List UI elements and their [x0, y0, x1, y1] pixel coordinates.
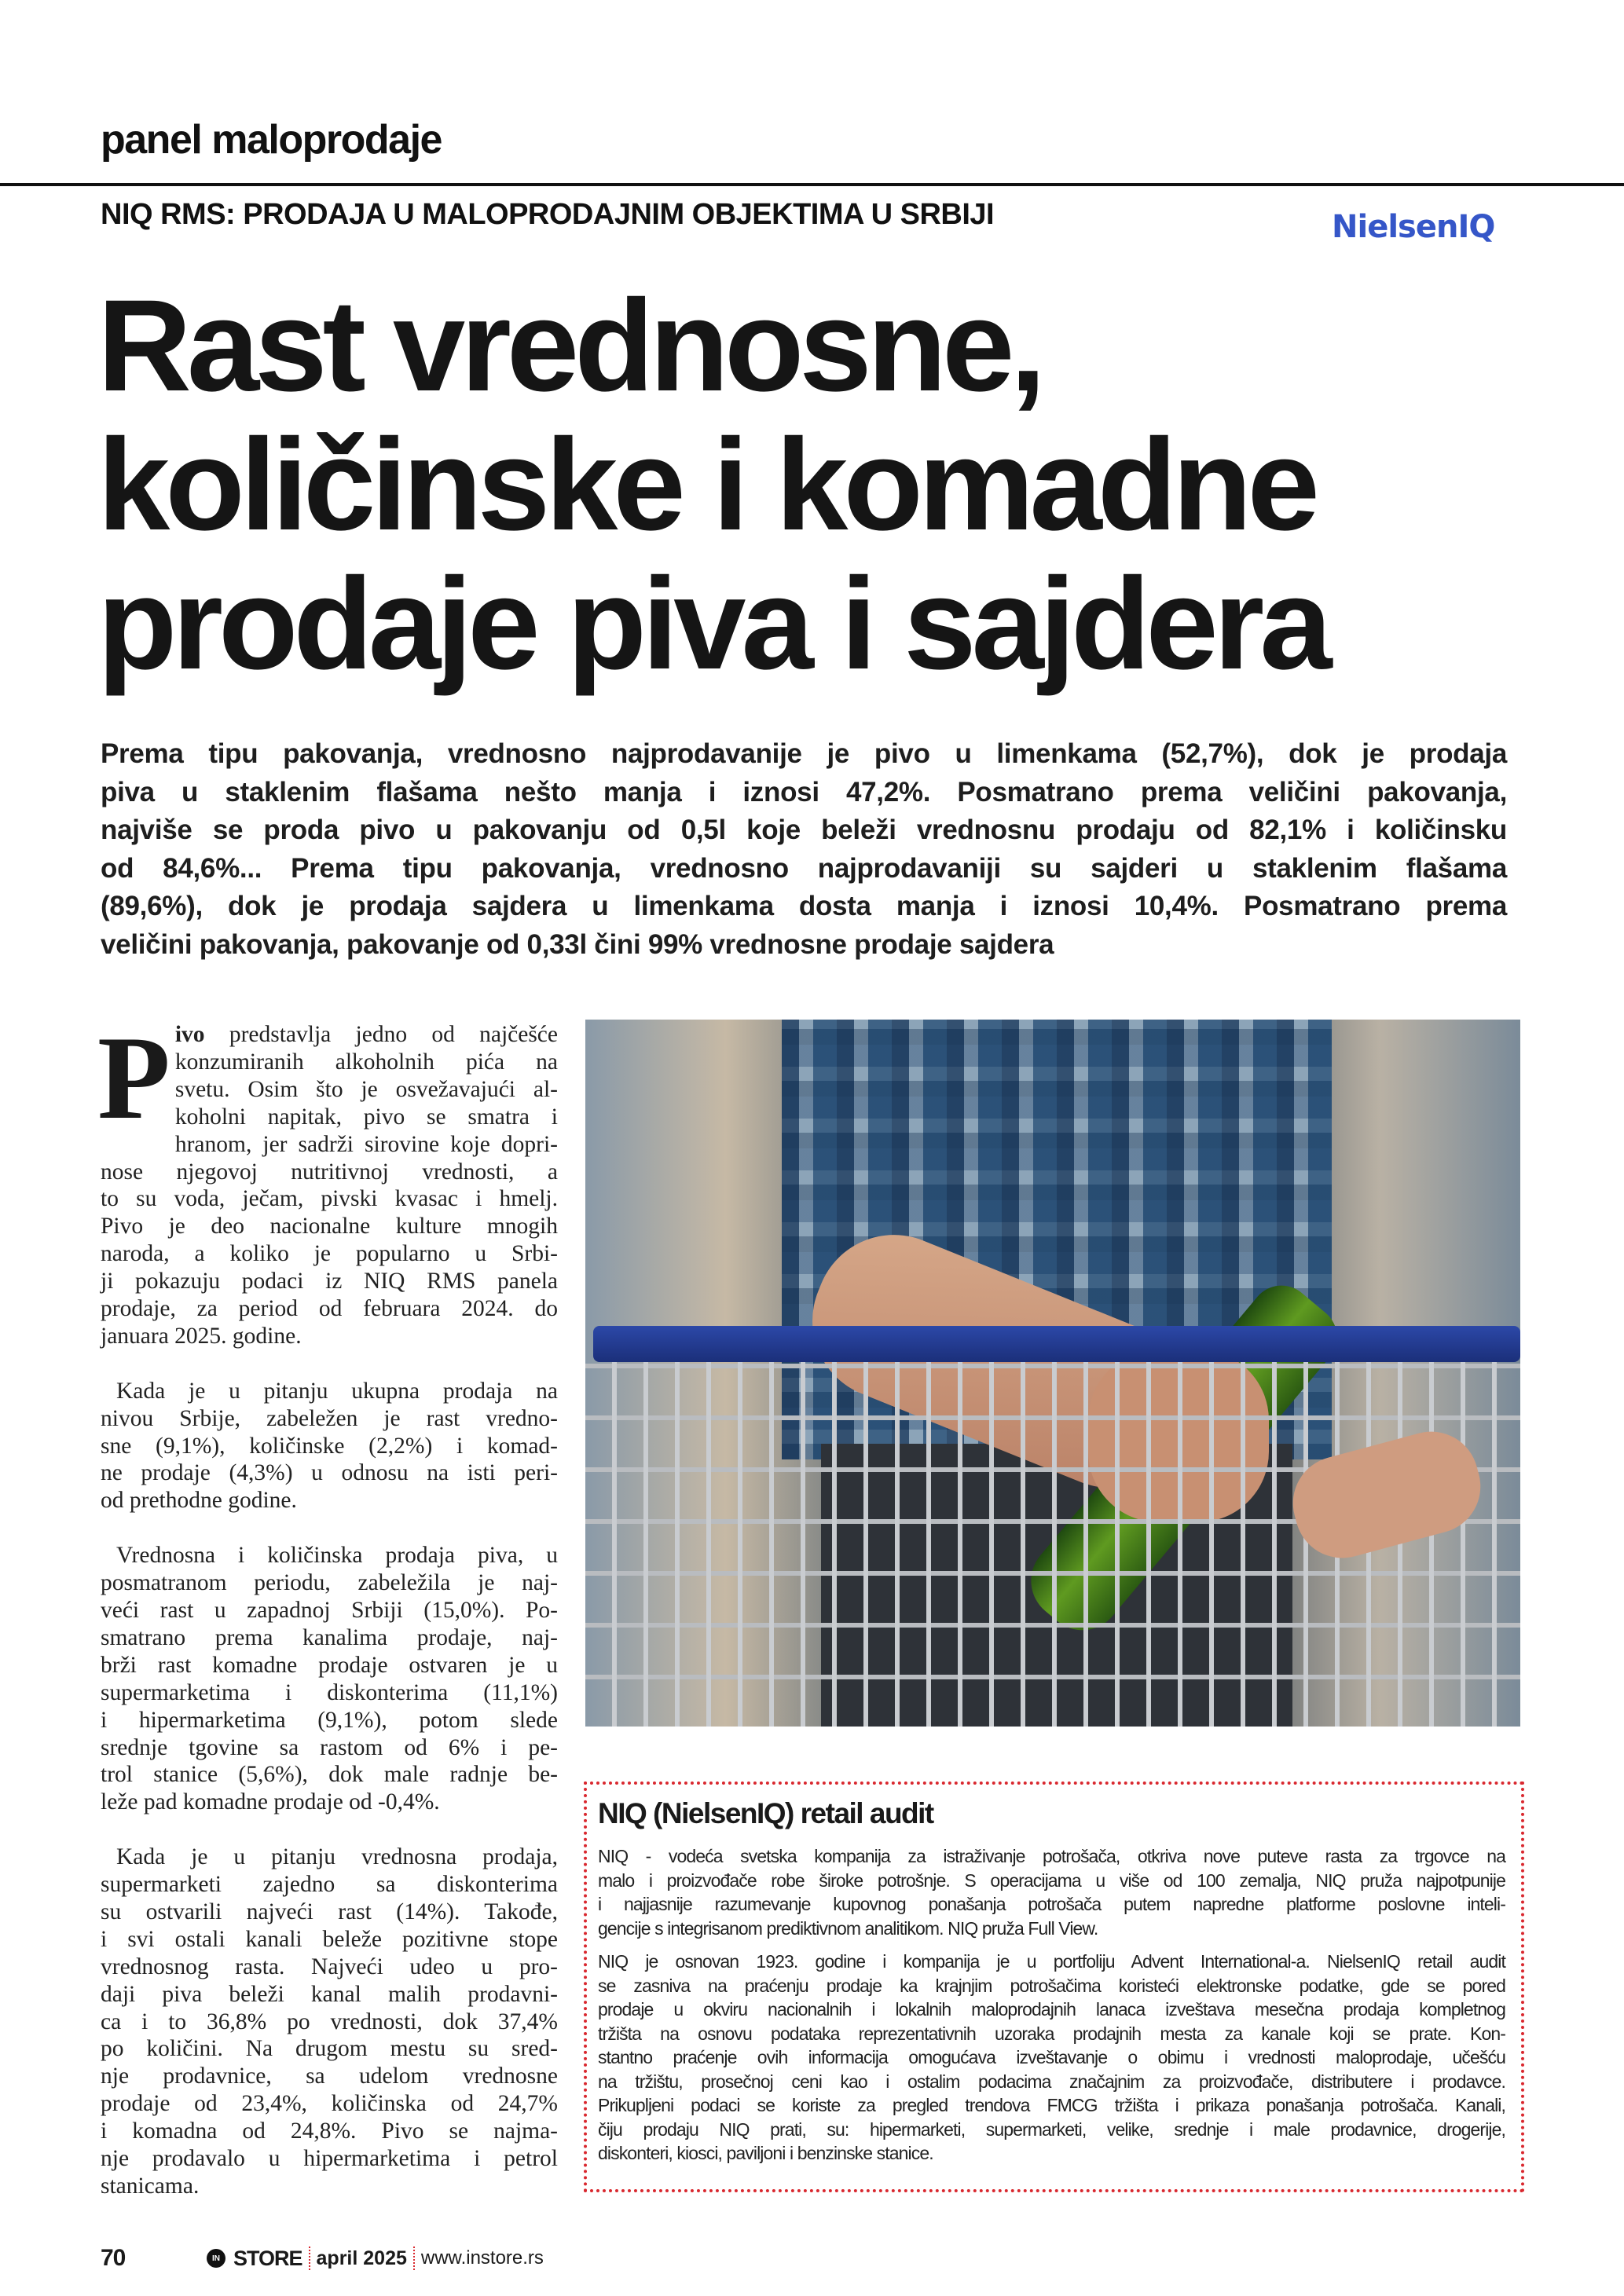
- body-line: i svi ostali kanali beleže pozitivne stope: [101, 1926, 558, 1952]
- lead-line: veličini pakovanja, pakovanje od 0,33l čini 99% vrednosne prodaje sajdera: [101, 928, 1054, 960]
- info-box-line: na tržištu, prosečnoj ceni kao i ostalim podacima značajnim za proizvođače, distributere i prodavce.: [598, 2071, 1505, 2092]
- instore-logo-icon: IN: [207, 2249, 225, 2268]
- info-box-paragraph: [598, 1950, 1505, 2166]
- body-line: ne prodaje (4,3%) u odnosu na isti peri-: [101, 1460, 558, 1486]
- header-rule: [0, 183, 1624, 186]
- lead-line: najviše se proda pivo u pakovanju od 0,5l koje beleži vrednosnu prodaju od 82,1% i količinsku: [101, 815, 1507, 845]
- body-line-text: predstavlja jedno od najčešće: [204, 1022, 558, 1047]
- body-line: sne (9,1%), količinske (2,2%) i komad-: [101, 1433, 558, 1459]
- body-line: posmatranom periodu, zabeležila je naj-: [101, 1570, 558, 1596]
- body-line: ca i to 36,8% po vrednosti, dok 37,4%: [101, 2009, 558, 2034]
- body-line: nje prodavnice, sa udelom vrednosne: [101, 2063, 558, 2089]
- info-box-line: tržišta na osnovu podataka reprezentativnih uzoraka prodajnih mesta za kanale koji se prate. Kon-: [598, 2023, 1505, 2044]
- body-line: prodaje, za period od februara 2024. do: [101, 1296, 558, 1322]
- lead-line: piva u staklenim flašama nešto manja i iznosi 47,2%. Posmatrano prema veličini pakovanja,: [101, 776, 1507, 807]
- body-line: smatrano prema kanalima prodaje, naj-: [101, 1624, 558, 1650]
- body-line: nje prodavalo u hipermarketima i petrol: [101, 2146, 558, 2172]
- issue-date: april 2025: [316, 2247, 407, 2269]
- info-box-line: stantno praćenje ovih informacija omogućava izveštavanje o obimu i vrednosti maloprodaje, učešću: [598, 2047, 1505, 2067]
- body-line: Kada je u pitanju vrednosna prodaja,: [116, 1844, 558, 1870]
- lead-paragraph: [101, 735, 1507, 964]
- page-number: 70: [101, 2245, 126, 2271]
- info-box-line: NIQ je osnovan 1923. godine i kompanija je u portfoliju Advent International-a. NielsenIQ retail audit: [598, 1951, 1505, 1972]
- body-paragraph: [101, 1378, 558, 1515]
- info-box: [584, 1782, 1524, 2192]
- body-line: prodaje od 23,4%, količinska od 24,7%: [101, 2091, 558, 2117]
- info-box-line: malo i proizvođače robe široke potrošnje. S operacijama u više od 100 zemalja, NIQ pruža najpotpunije: [598, 1869, 1505, 1891]
- body-line: nose njegovoj nutritivnoj vrednosti, a: [101, 1159, 558, 1185]
- body-line: vrednosnog rasta. Najveći udeo u pro-: [101, 1954, 558, 1979]
- body-line: od prethodne godine.: [101, 1488, 297, 1514]
- info-box-body: [598, 1844, 1521, 2166]
- lead-in-word: ivo: [174, 1022, 205, 1047]
- body-line: brži rast komadne prodaje ostvaren je u: [101, 1652, 558, 1678]
- divider: [309, 2247, 310, 2270]
- body-line: nivou Srbije, zabeležen je rast vredno-: [101, 1405, 558, 1431]
- info-box-line: Prikupljeni podaci se koriste za pregled trendova FMCG tržišta i prikaza ponašanja potrošača. Kanali,: [598, 2095, 1505, 2115]
- body-line: hranom, jer sadrži sirovine koje dopri-: [174, 1131, 558, 1157]
- headline: [97, 273, 1535, 697]
- lead-line: od 84,6%... Prema tipu pakovanja, vrednosno najprodavaniji su sajderi u staklenim flašama: [101, 852, 1507, 884]
- nielseniq-logo: NielsenIQ: [1332, 209, 1495, 245]
- body-line: stanicama.: [101, 2173, 200, 2199]
- body-line: Pivo je deo nacionalne kulture mnogih: [101, 1214, 558, 1240]
- body-line: su ostvarili najveći rast (14%). Takođe,: [101, 1899, 558, 1924]
- body-line: januara 2025. godine.: [101, 1323, 302, 1349]
- body-line: trol stanice (5,6%), dok male radnje be-: [101, 1762, 558, 1788]
- body-line: i hipermarketima (9,1%), potom slede: [101, 1707, 558, 1733]
- info-box-title: NIQ (NielsenIQ) retail audit: [598, 1797, 933, 1829]
- article-body: [97, 1012, 558, 2228]
- cart-handle: [593, 1326, 1520, 1362]
- footer: [101, 2245, 544, 2272]
- lead-line: Prema tipu pakovanja, vrednosno najprodavanije je pivo u limenkama (52,7%), dok je prodaja: [101, 738, 1507, 769]
- info-box-line: čiju prodaju NIQ prati, su: hipermarketi, supermarketi, velike, srednje i male prodavnice, drogerije,: [598, 2118, 1505, 2140]
- info-box-line: se zasniva na praćenju prodaje ka krajnjim potrošačima koristeći elektronske podatke, gde se pored: [598, 1975, 1505, 1996]
- body-line: leže pad komadne prodaje od -0,4%.: [101, 1789, 440, 1815]
- body-line: srednje tgovine sa rastom od 6% i pe-: [101, 1734, 558, 1760]
- body-line: Kada je u pitanju ukupna prodaja na: [116, 1378, 558, 1404]
- body-paragraph: [101, 1542, 558, 1816]
- magazine-name: STORE: [233, 2246, 302, 2270]
- body-line: konzumiranih alkoholnih pića na: [174, 1049, 558, 1075]
- headline-line: prodaje piva i sajdera: [97, 551, 1328, 697]
- drop-cap: P: [97, 1012, 170, 1144]
- kicker: NIQ RMS: PRODAJA U MALOPRODAJNIM OBJEKTIMA U SRBIJI: [101, 198, 995, 231]
- info-box-paragraph: [598, 1844, 1505, 1940]
- lead-line: (89,6%), dok je prodaja sajdera u limenkama dosta manja i iznosi 10,4%. Posmatrano prema: [101, 891, 1507, 921]
- headline-line: količinske i komadne: [97, 412, 1315, 558]
- section-label: panel maloprodaje: [101, 117, 442, 163]
- body-paragraph: [101, 1844, 558, 2200]
- body-line: svetu. Osim što je osvežavajući al-: [174, 1076, 558, 1102]
- photo-beer-shopping-cart: [585, 1020, 1520, 1727]
- body-line: supermarketima i diskonterima (11,1%): [101, 1679, 558, 1705]
- body-line: i komadna od 24,8%. Pivo se najma-: [101, 2118, 558, 2144]
- info-box-line: NIQ - vodeća svetska kompanija za istraživanje potrošača, otkriva nove puteve rasta za trgovce na: [598, 1846, 1505, 1866]
- website-link[interactable]: www.instore.rs: [420, 2247, 544, 2269]
- body-line: supermarketi zajedno sa diskonterima: [101, 1872, 558, 1898]
- body-line: naroda, a koliko je popularno u Srbi-: [101, 1241, 558, 1267]
- body-line: koholni napitak, pivo se smatra i: [174, 1104, 558, 1130]
- info-box-line: i najjasnije razumevanje kupovnog ponašanja potrošača putem napredne platforme poslovne inteli-: [598, 1894, 1505, 1914]
- body-line: to su voda, ječam, pivski kvasac i hmelj.: [101, 1186, 558, 1212]
- body-line: po količini. Na drugom mestu su sred-: [101, 2036, 558, 2062]
- body-paragraph: [97, 1012, 558, 1350]
- info-box-line: diskonteri, kiosci, paviljoni i benzinske stanice.: [598, 2143, 933, 2163]
- info-box-line: gencije s integrisanom prediktivnom analitikom. NIQ pruža Full View.: [598, 1917, 1098, 1939]
- divider: [413, 2247, 415, 2270]
- body-line: Vrednosna i količinska prodaja piva, u: [116, 1543, 558, 1569]
- body-line: ji pokazuju podaci iz NIQ RMS panela: [101, 1269, 558, 1294]
- body-line: daji piva beleži kanal malih prodavni-: [101, 1981, 558, 2007]
- headline-line: Rast vrednosne,: [97, 273, 1042, 419]
- body-line: veći rast u zapadnoj Srbiji (15,0%). Po-: [101, 1598, 558, 1623]
- info-box-line: prodaje u okviru nacionalnih i lokalnih maloprodajnih lanaca izveštava mesečna prodaja kompletnog: [598, 1999, 1505, 2020]
